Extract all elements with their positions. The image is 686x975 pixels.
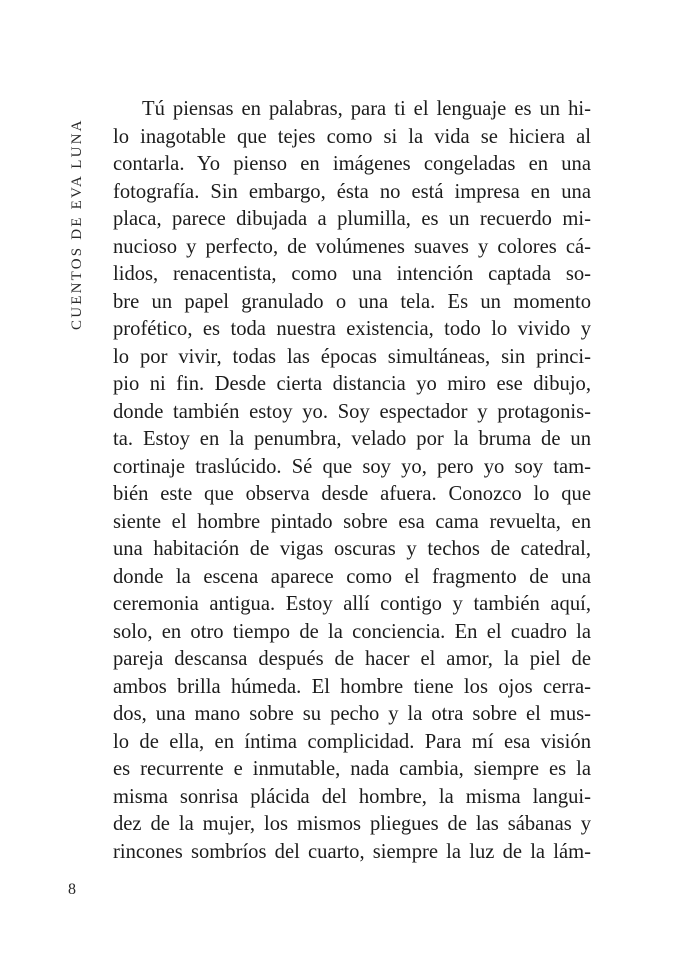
page-number: 8 <box>68 881 76 898</box>
body-text <box>113 96 591 866</box>
text-line: cortinaje traslúcido. Sé que soy yo, pero yo soy tam- <box>113 455 591 478</box>
text-line: pio ni fin. Desde cierta distancia yo miro ese dibujo, <box>113 373 591 395</box>
text-line: misma sonrisa plácida del hombre, la misma langui- <box>113 785 591 808</box>
text-line: dez de la mujer, los mismos pliegues de las sábanas y <box>113 813 591 835</box>
text-line: nucioso y perfecto, de volúmenes suaves y colores cá- <box>113 235 591 258</box>
text-line: pareja descansa después de hacer el amor, la piel de <box>113 648 591 670</box>
text-line: bre un papel granulado o una tela. Es un momento <box>113 290 591 313</box>
text-line: es recurrente e inmutable, nada cambia, siempre es la <box>113 758 591 780</box>
text-line: contarla. Yo pienso en imágenes congeladas en una <box>113 153 591 175</box>
text-line: ambos brilla húmeda. El hombre tiene los ojos cerra- <box>113 675 591 698</box>
text-line: Tú piensas en palabras, para ti el lenguaje es un hi- <box>142 98 591 120</box>
text-line: una habitación de vigas oscuras y techos de catedral, <box>113 538 591 560</box>
text-line: lo por vivir, todas las épocas simultáneas, sin princi- <box>113 345 591 368</box>
running-head: CUENTOS DE EVA LUNA <box>69 118 85 330</box>
text-line: siente el hombre pintado sobre esa cama revuelta, en <box>113 510 591 533</box>
text-line: dos, una mano sobre su pecho y la otra sobre el mus- <box>113 703 591 725</box>
text-line: lidos, renacentista, como una intención captada so- <box>113 263 591 285</box>
text-line: ta. Estoy en la penumbra, velado por la bruma de un <box>113 428 591 450</box>
text-line: rincones sombríos del cuarto, siempre la luz de la lám- <box>113 840 591 863</box>
text-line: placa, parece dibujada a plumilla, es un recuerdo mi- <box>113 208 591 230</box>
text-line: ceremonia antigua. Estoy allí contigo y también aquí, <box>113 593 591 615</box>
text-line: lo inagotable que tejes como si la vida se hiciera al <box>113 125 591 148</box>
text-line: donde también estoy yo. Soy espectador y protagonis- <box>113 400 591 423</box>
text-line: bién este que observa desde afuera. Conozco lo que <box>113 483 591 505</box>
text-line: donde la escena aparece como el fragmento de una <box>113 565 591 588</box>
text-line: solo, en otro tiempo de la conciencia. En el cuadro la <box>113 620 591 643</box>
text-line: profético, es toda nuestra existencia, todo lo vivido y <box>113 318 591 340</box>
text-line: lo de ella, en íntima complicidad. Para mí esa visión <box>113 730 591 753</box>
text-line: fotografía. Sin embargo, ésta no está impresa en una <box>113 180 591 203</box>
